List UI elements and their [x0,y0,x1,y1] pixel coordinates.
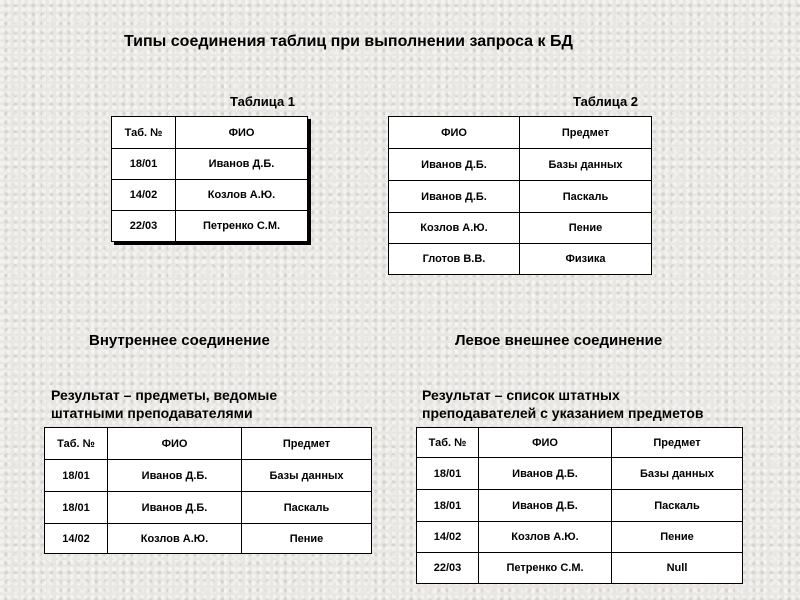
inner-header-tabno: Таб. № [45,428,108,460]
table2-cell: Иванов Д.Б. [389,149,520,181]
left-cell: 14/02 [417,522,479,553]
left-cell: Иванов Д.Б. [479,458,612,490]
table2-header-subject: Предмет [520,117,652,149]
inner-join-description [51,386,277,422]
table2 [388,116,652,275]
table2-caption: Таблица 2 [573,94,639,109]
table2-cell: Глотов В.В. [389,244,520,275]
table-row [45,460,372,492]
left-cell: Null [612,553,743,584]
table-row [112,211,308,242]
table1-caption: Таблица 1 [230,94,296,109]
table2-cell: Иванов Д.Б. [389,181,520,213]
table2-header-fio: ФИО [389,117,520,149]
table-row [389,213,652,244]
table1-cell: 18/01 [112,149,176,180]
inner-cell: Иванов Д.Б. [108,460,242,492]
inner-cell: Базы данных [242,460,372,492]
table2-cell: Базы данных [520,149,652,181]
inner-join-desc-line2: штатными преподавателями [51,405,253,421]
table-row [112,180,308,211]
inner-header-fio: ФИО [108,428,242,460]
left-cell: Паскаль [612,490,743,522]
inner-join-desc-line1: Результат – предметы, ведомые [51,387,278,403]
inner-header-subject: Предмет [242,428,372,460]
page-title: Типы соединения таблиц при выполнении запроса к БД [124,33,573,50]
left-join-heading: Левое внешнее соединение [455,332,663,349]
table2-cell: Паскаль [520,181,652,213]
table1-header-fio: ФИО [176,117,308,149]
left-header-subject: Предмет [612,428,743,458]
table-row [45,524,372,554]
left-header-tabno: Таб. № [417,428,479,458]
table-row [389,244,652,275]
table1-header-tabno: Таб. № [112,117,176,149]
inner-cell: 18/01 [45,492,108,524]
table-row [389,181,652,213]
inner-cell: Паскаль [242,492,372,524]
table2-cell: Физика [520,244,652,275]
table1 [111,116,308,242]
table1-cell: 22/03 [112,211,176,242]
inner-join-heading: Внутреннее соединение [89,332,270,349]
table-row [417,522,743,553]
inner-cell: 14/02 [45,524,108,554]
table-row [417,553,743,584]
inner-cell: Козлов А.Ю. [108,524,242,554]
left-join-table [416,427,743,584]
left-join-description [422,386,704,422]
table1-cell: 14/02 [112,180,176,211]
inner-join-table [44,427,372,554]
table-row [389,149,652,181]
table2-cell: Пение [520,213,652,244]
table-row [112,149,308,180]
left-cell: 22/03 [417,553,479,584]
left-cell: 18/01 [417,490,479,522]
left-join-desc-line1: Результат – список штатных [422,387,620,403]
left-cell: Иванов Д.Б. [479,490,612,522]
table1-cell: Козлов А.Ю. [176,180,308,211]
inner-cell: Иванов Д.Б. [108,492,242,524]
left-cell: 18/01 [417,458,479,490]
left-cell: Базы данных [612,458,743,490]
left-cell: Петренко С.М. [479,553,612,584]
table1-cell: Петренко С.М. [176,211,308,242]
left-cell: Пение [612,522,743,553]
left-header-fio: ФИО [479,428,612,458]
table-row [417,490,743,522]
table-row [417,458,743,490]
inner-cell: Пение [242,524,372,554]
left-join-desc-line2: преподавателей с указанием предметов [422,405,704,421]
inner-cell: 18/01 [45,460,108,492]
table-row [45,492,372,524]
table2-cell: Козлов А.Ю. [389,213,520,244]
table1-cell: Иванов Д.Б. [176,149,308,180]
left-cell: Козлов А.Ю. [479,522,612,553]
